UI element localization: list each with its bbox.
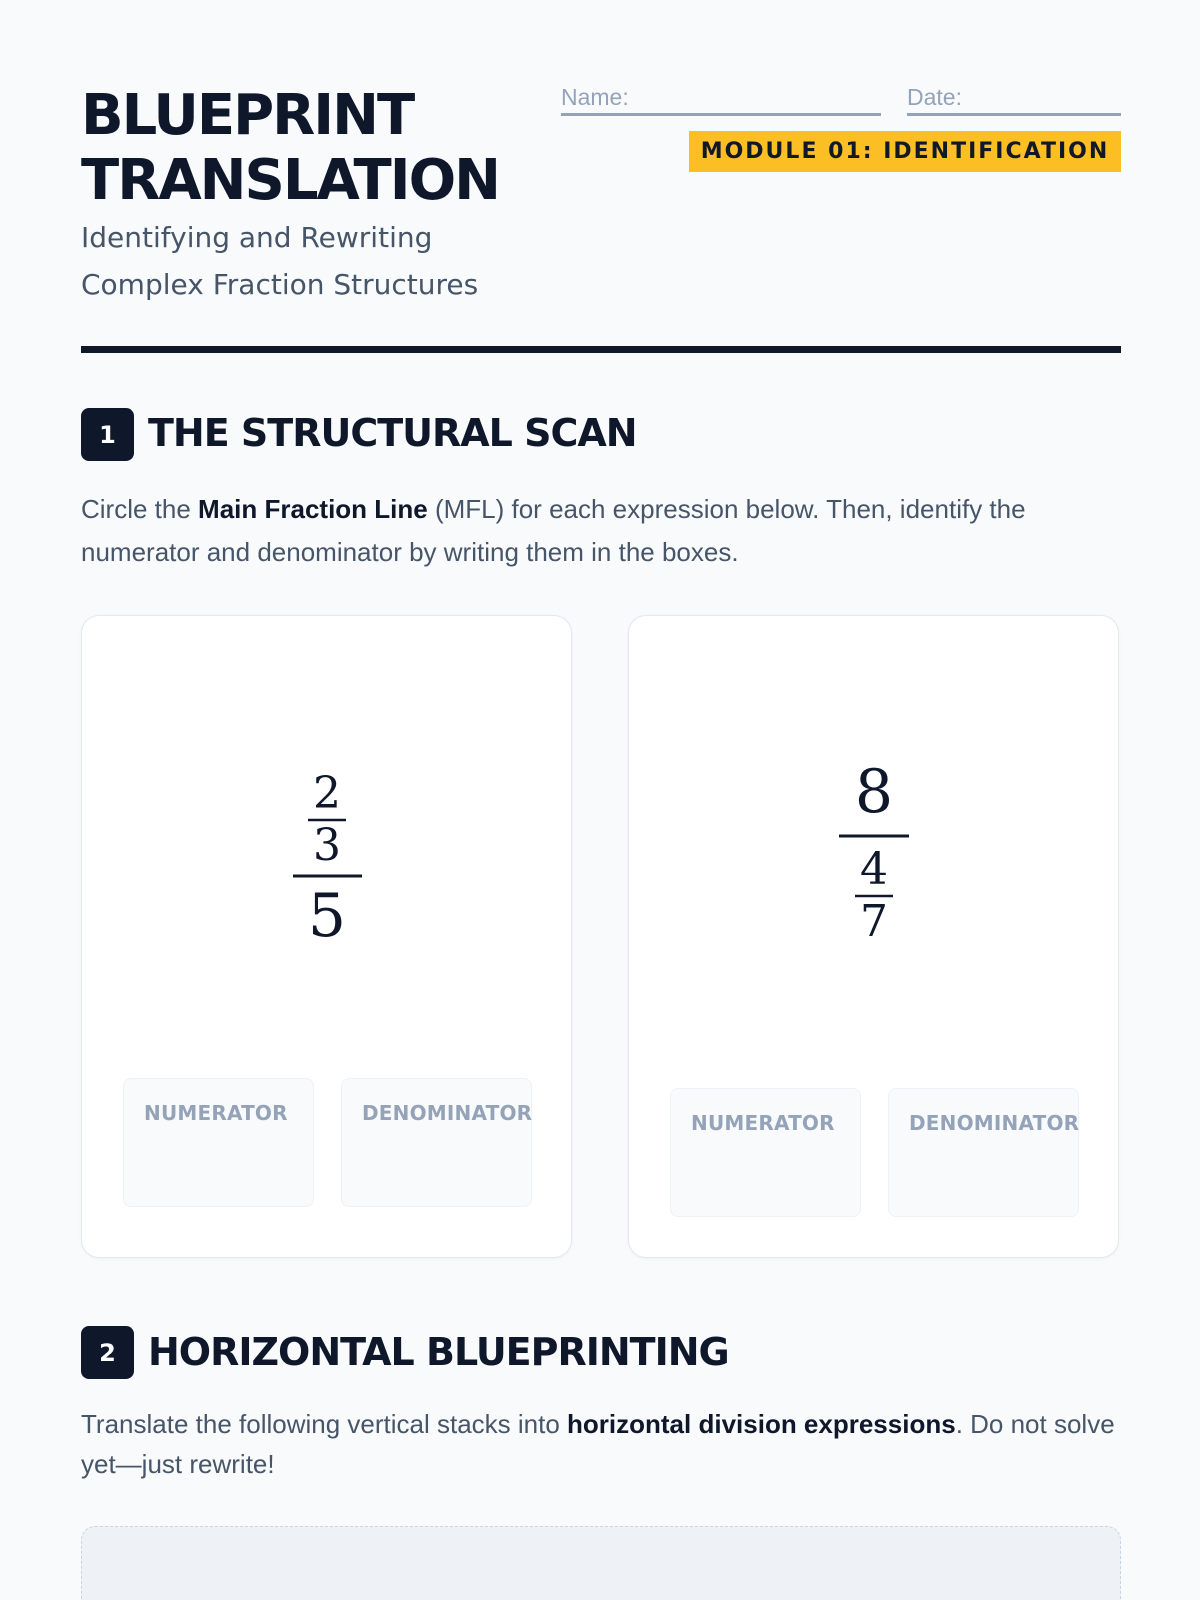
name-label: Name: <box>561 84 629 110</box>
inner-denominator: 3 <box>313 820 341 871</box>
instruction-text: . Do not solve yet—just rewrite! <box>81 1409 1115 1479</box>
inner-numerator: 2 <box>313 768 341 819</box>
section-instructions <box>81 488 1121 574</box>
date-label: Date: <box>907 84 962 110</box>
expression-card-1 <box>81 615 572 1258</box>
answer-area[interactable] <box>81 1526 1121 1600</box>
outer-denominator: 5 <box>307 881 347 951</box>
complex-fraction-2[interactable] <box>629 756 1120 976</box>
title-line-2: TRANSLATION <box>81 148 500 213</box>
header-divider <box>81 346 1121 353</box>
denominator-label: DENOMINATOR <box>909 1111 1080 1135</box>
instruction-text: Translate the following vertical stacks into <box>81 1409 568 1439</box>
numerator-box[interactable] <box>123 1078 314 1207</box>
section-number-badge: 2 <box>81 1326 134 1379</box>
expression-card-2 <box>628 615 1119 1258</box>
section-number-badge: 1 <box>81 408 134 461</box>
name-field[interactable] <box>561 80 881 116</box>
inner-numerator: 4 <box>860 844 888 895</box>
numerator-label: NUMERATOR <box>691 1111 835 1135</box>
date-field[interactable] <box>907 80 1121 116</box>
instruction-text: Circle the <box>81 494 199 524</box>
worksheet-page <box>81 0 1121 1600</box>
denominator-box[interactable] <box>341 1078 532 1207</box>
section-instructions <box>81 1404 1121 1484</box>
numerator-label: NUMERATOR <box>144 1101 288 1125</box>
module-badge: MODULE 01: IDENTIFICATION <box>689 131 1121 172</box>
inner-denominator: 7 <box>860 896 888 947</box>
denominator-label: DENOMINATOR <box>362 1101 533 1125</box>
denominator-box[interactable] <box>888 1088 1079 1217</box>
title-line-1: BLUEPRINT <box>81 83 414 148</box>
complex-fraction-1[interactable] <box>82 756 573 956</box>
instruction-emphasis: horizontal division expressions <box>567 1409 956 1439</box>
outer-numerator: 8 <box>854 757 894 827</box>
subtitle: Identifying and Rewriting Complex Fraction Structures <box>81 221 479 301</box>
section-title: HORIZONTAL BLUEPRINTING <box>148 1330 729 1374</box>
instruction-text: (MFL) for each expression below. Then, identify the numerator and denominator by writing them in the boxes. <box>81 494 1026 567</box>
numerator-box[interactable] <box>670 1088 861 1217</box>
instruction-emphasis: Main Fraction Line <box>198 494 428 524</box>
section-title: THE STRUCTURAL SCAN <box>148 411 637 455</box>
